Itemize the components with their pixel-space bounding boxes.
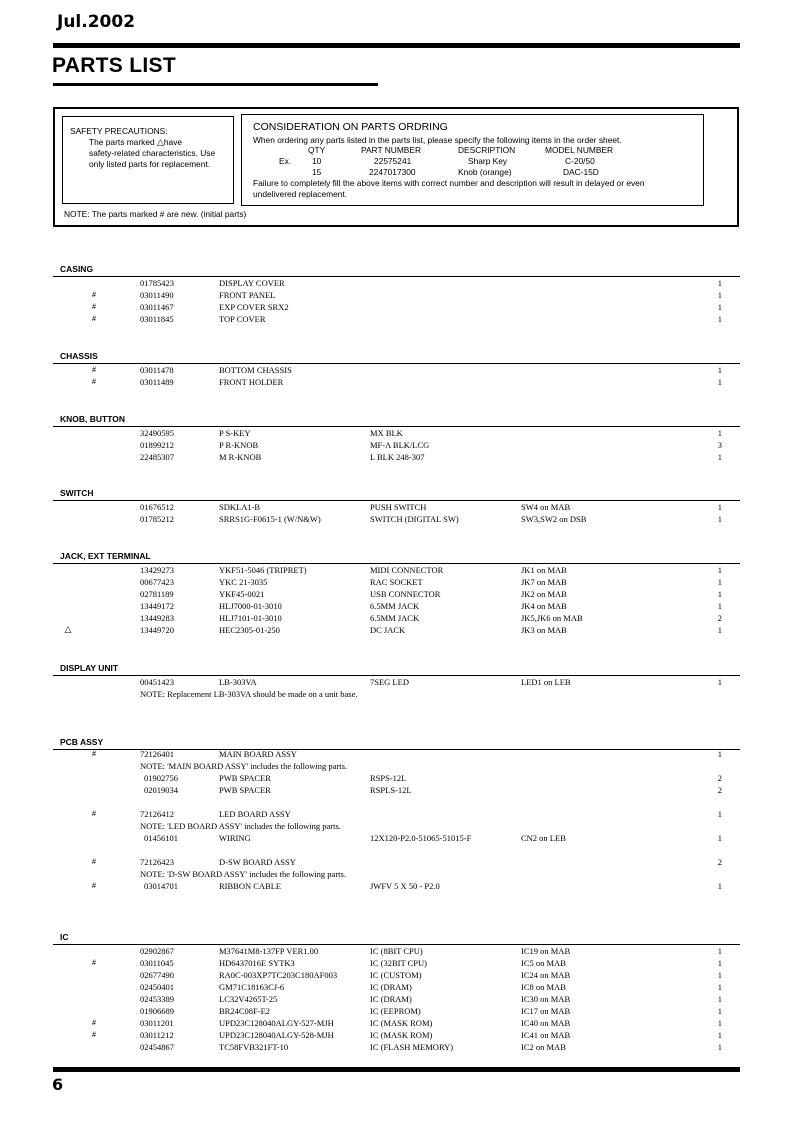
part-qty: 1: [717, 1006, 722, 1016]
part-number: 00677423: [140, 577, 174, 587]
section-rule: [53, 363, 740, 364]
part-qty: 1: [717, 589, 722, 599]
part-qty: 1: [717, 577, 722, 587]
part-qty: 1: [717, 428, 722, 438]
part-location: IC30 on MAB: [521, 994, 571, 1004]
example-qty: 15: [312, 167, 322, 177]
part-qty: 1: [717, 377, 722, 387]
part-name: P S-KEY: [219, 428, 251, 438]
part-name: HLJ7000-01-3010: [219, 601, 282, 611]
part-qty: 1: [717, 365, 722, 375]
part-description: IC (EEPROM): [370, 1006, 421, 1016]
warning-line-1: Failure to completely fill the above items with correct number and description will result in delayed or even: [253, 178, 645, 188]
part-number: 02019034: [144, 785, 178, 795]
section-note: NOTE: 'LED BOARD ASSY' includes the following parts.: [140, 821, 341, 831]
part-name: PWB SPACER: [219, 785, 271, 795]
document-date: Jul.2002: [57, 12, 136, 32]
new-part-mark: #: [91, 880, 97, 890]
section-title: KNOB, BUTTON: [60, 414, 126, 424]
part-name: TC58FVB321FT-10: [219, 1042, 289, 1052]
section-title: IC: [60, 932, 69, 942]
header-rule: [53, 43, 740, 48]
part-qty: 1: [717, 452, 722, 462]
col-part-number: PART NUMBER: [361, 145, 422, 155]
part-number: 13449283: [140, 613, 174, 623]
new-part-mark: #: [91, 957, 97, 967]
new-part-mark: #: [91, 1017, 97, 1027]
part-name: SRRS1G-F0615-1 (W/N&W): [219, 514, 321, 524]
part-number: 03014701: [144, 881, 178, 891]
part-qty: 2: [717, 857, 722, 867]
part-description: JWFV 5 X 50 - P2.0: [370, 881, 440, 891]
safety-heading: SAFETY PRECAUTIONS:: [70, 126, 168, 136]
safety-line-3: only listed parts for replacement.: [89, 159, 211, 169]
part-number: 03011489: [140, 377, 174, 387]
part-number: 03011490: [140, 290, 174, 300]
example-label: Ex.: [279, 156, 292, 166]
part-description: IC (32BIT CPU): [370, 958, 427, 968]
part-name: UPD23C128040ALGY-527-MJH: [219, 1018, 334, 1028]
part-location: IC17 on MAB: [521, 1006, 571, 1016]
part-qty: 1: [717, 502, 722, 512]
part-location: JK5,JK6 on MAB: [521, 613, 583, 623]
part-number: 02781189: [140, 589, 174, 599]
part-name: TOP COVER: [219, 314, 266, 324]
example-model: DAC-15D: [563, 167, 599, 177]
part-location: SW3,SW2 on DSB: [521, 514, 587, 524]
part-location: CN2 on LEB: [521, 833, 566, 843]
part-name: EXP COVER SRX2: [219, 302, 289, 312]
warning-triangle-icon: △: [156, 138, 164, 148]
part-number: 72126423: [140, 857, 174, 867]
section-rule: [53, 426, 740, 427]
safety-line-2: safety-related characteristics. Use: [89, 148, 216, 158]
safety-line-1: [89, 137, 182, 148]
part-name: M37641M8-137FP VER1.00: [219, 946, 319, 956]
part-name: FRONT PANEL: [219, 290, 276, 300]
part-qty: 1: [717, 994, 722, 1004]
new-part-mark: #: [91, 1029, 97, 1039]
part-name: YKF45-0021: [219, 589, 265, 599]
title-underline: [53, 83, 378, 86]
part-description: USB CONNECTOR: [370, 589, 441, 599]
part-location: IC24 on MAB: [521, 970, 571, 980]
part-number: 00451423: [140, 677, 174, 687]
part-number: 01785212: [140, 514, 174, 524]
part-description: 6.5MM JACK: [370, 601, 420, 611]
part-description: RSPLS-12L: [370, 785, 412, 795]
new-part-mark: #: [91, 856, 97, 866]
part-description: 7SEG LED: [370, 677, 409, 687]
part-number: 02677490: [140, 970, 174, 980]
part-qty: 1: [717, 982, 722, 992]
part-name: LB-303VA: [219, 677, 257, 687]
part-description: DC JACK: [370, 625, 406, 635]
part-description: L BLK 248-307: [370, 452, 425, 462]
part-qty: 1: [717, 749, 722, 759]
part-name: FRONT HOLDER: [219, 377, 284, 387]
new-part-mark: #: [91, 808, 97, 818]
part-location: JK4 on MAB: [521, 601, 567, 611]
part-location: IC41 on MAB: [521, 1030, 571, 1040]
part-description: IC (CUSTOM): [370, 970, 422, 980]
part-description: IC (8BIT CPU): [370, 946, 423, 956]
part-qty: 1: [717, 946, 722, 956]
part-description: MF-A BLK/LCG: [370, 440, 430, 450]
part-qty: 1: [717, 302, 722, 312]
consideration-intro: When ordering any parts listed in the parts list, please specify the following items in the order sheet.: [253, 135, 622, 145]
safety-text: The parts marked: [89, 137, 155, 147]
part-location: IC2 on MAB: [521, 1042, 566, 1052]
col-qty: QTY: [308, 145, 326, 155]
part-description: MX BLK: [370, 428, 403, 438]
part-location: JK7 on MAB: [521, 577, 567, 587]
safety-text: have: [163, 137, 183, 147]
section-title: CASING: [60, 264, 94, 274]
part-number: 13449172: [140, 601, 174, 611]
section-note: NOTE: 'D-SW BOARD ASSY' includes the following parts.: [140, 869, 346, 879]
part-name: PWB SPACER: [219, 773, 271, 783]
part-qty: 1: [717, 290, 722, 300]
section-title: SWITCH: [60, 488, 94, 498]
part-number: 01902756: [144, 773, 178, 783]
part-number: 01785423: [140, 278, 174, 288]
part-description: IC (MASK ROM): [370, 1030, 433, 1040]
new-part-mark: #: [91, 748, 97, 758]
part-number: 03011467: [140, 302, 174, 312]
safety-precautions-box: [62, 116, 234, 204]
part-number: 01899212: [140, 440, 174, 450]
part-number: 32490595: [140, 428, 174, 438]
part-name: HD6437016E SYTK3: [219, 958, 295, 968]
part-number: 01906689: [140, 1006, 174, 1016]
part-name: SDKLA1-B: [219, 502, 261, 512]
part-qty: 2: [717, 773, 722, 783]
part-name: D-SW BOARD ASSY: [219, 857, 296, 867]
example-part: 22575241: [374, 156, 412, 166]
part-number: 03011201: [140, 1018, 174, 1028]
part-name: RA0C-003XP7TC203C180AF003: [219, 970, 338, 980]
part-number: 01676512: [140, 502, 174, 512]
part-name: DISPLAY COVER: [219, 278, 285, 288]
part-description: IC (MASK ROM): [370, 1018, 433, 1028]
consideration-heading: CONSIDERATION ON PARTS ORDRING: [253, 121, 448, 133]
section-rule: [53, 563, 740, 564]
part-number: 13449720: [140, 625, 174, 635]
warning-triangle-icon: △: [64, 625, 72, 635]
section-title: DISPLAY UNIT: [60, 663, 119, 673]
new-part-mark: #: [91, 376, 97, 386]
part-qty: 1: [717, 625, 722, 635]
part-number: 72126401: [140, 749, 174, 759]
part-location: IC8 on MAB: [521, 982, 566, 992]
part-description: IC (DRAM): [370, 982, 412, 992]
warning-line-2: undelivered replacement.: [253, 189, 348, 199]
part-number: 02453389: [140, 994, 174, 1004]
part-name: M R-KNOB: [219, 452, 262, 462]
part-name: LED BOARD ASSY: [219, 809, 291, 819]
part-number: 02450401: [140, 982, 174, 992]
part-qty: 1: [717, 677, 722, 687]
example-part: 2247017300: [369, 167, 416, 177]
part-location: LED1 on LEB: [521, 677, 571, 687]
part-qty: 1: [717, 314, 722, 324]
part-name: P R-KNOB: [219, 440, 259, 450]
example-desc: Sharp Key: [468, 156, 508, 166]
col-model-number: MODEL NUMBER: [545, 145, 614, 155]
part-name: YKF51-5046 (TRIPRET): [219, 565, 307, 575]
part-number: 02454867: [140, 1042, 174, 1052]
section-title: PCB ASSY: [60, 737, 104, 747]
part-number: 72126412: [140, 809, 174, 819]
part-qty: 1: [717, 601, 722, 611]
section-rule: [53, 276, 740, 277]
col-description: DESCRIPTION: [458, 145, 516, 155]
part-description: RSPS-12L: [370, 773, 407, 783]
part-name: GM71C18163CJ-6: [219, 982, 285, 992]
part-name: BR24C08F-E2: [219, 1006, 271, 1016]
example-desc: Knob (orange): [458, 167, 512, 177]
section-title: CHASSIS: [60, 351, 98, 361]
section-note: NOTE: 'MAIN BOARD ASSY' includes the following parts.: [140, 761, 348, 771]
part-number: 22485307: [140, 452, 174, 462]
part-description: 6.5MM JACK: [370, 613, 420, 623]
part-qty: 1: [717, 278, 722, 288]
part-qty: 1: [717, 970, 722, 980]
page-title: PARTS LIST: [52, 54, 176, 77]
note-new-parts: NOTE: The parts marked # are new. (initial parts): [64, 209, 247, 219]
part-description: IC (FLASH MEMORY): [370, 1042, 454, 1052]
part-number: 02902867: [140, 946, 174, 956]
part-qty: 1: [717, 565, 722, 575]
part-description: 12X120-P2.0-51065-51015-F: [370, 833, 472, 843]
part-qty: 2: [717, 785, 722, 795]
footer-rule: [53, 1067, 740, 1072]
part-number: 03011478: [140, 365, 174, 375]
part-name: WIRING: [219, 833, 251, 843]
part-qty: 1: [717, 833, 722, 843]
part-qty: 1: [717, 881, 722, 891]
part-number: 13429273: [140, 565, 174, 575]
section-title: JACK, EXT TERMINAL: [60, 551, 151, 561]
part-number: 03011045: [140, 958, 174, 968]
part-qty: 1: [717, 1042, 722, 1052]
part-name: YKC 21-3035: [219, 577, 268, 587]
part-number: 03011845: [140, 314, 174, 324]
part-name: HEC2305-01-250: [219, 625, 280, 635]
part-location: IC5 on MAB: [521, 958, 566, 968]
part-name: RIBBON CABLE: [219, 881, 282, 891]
part-description: MIDI CONNECTOR: [370, 565, 444, 575]
new-part-mark: #: [91, 313, 97, 323]
part-qty: 1: [717, 958, 722, 968]
part-location: IC40 on MAB: [521, 1018, 571, 1028]
new-part-mark: #: [91, 364, 97, 374]
part-description: PUSH SWITCH: [370, 502, 427, 512]
part-qty: 1: [717, 514, 722, 524]
part-name: HLJ7101-01-3010: [219, 613, 282, 623]
part-number: 01456101: [144, 833, 178, 843]
part-location: IC19 on MAB: [521, 946, 571, 956]
consideration-box: [241, 114, 704, 206]
section-note: NOTE: Replacement LB-303VA should be made on a unit base.: [140, 689, 358, 699]
example-qty: 10: [312, 156, 322, 166]
section-rule: [53, 944, 740, 945]
part-location: JK3 on MAB: [521, 625, 567, 635]
part-qty: 1: [717, 1018, 722, 1028]
page-number: 6: [52, 1075, 64, 1094]
new-part-mark: #: [91, 301, 97, 311]
part-location: SW4 on MAB: [521, 502, 571, 512]
part-name: LC32V4265T-25: [219, 994, 278, 1004]
part-name: BOTTOM CHASSIS: [219, 365, 292, 375]
part-description: RAC SOCKET: [370, 577, 423, 587]
part-name: UPD23C128040ALGY-528-MJH: [219, 1030, 334, 1040]
part-location: JK2 on MAB: [521, 589, 567, 599]
part-qty: 1: [717, 809, 722, 819]
example-model: C-20/50: [565, 156, 595, 166]
part-qty: 2: [717, 613, 722, 623]
section-rule: [53, 500, 740, 501]
part-description: IC (DRAM): [370, 994, 412, 1004]
part-description: SWITCH (DIGITAL SW): [370, 514, 459, 524]
part-qty: 3: [717, 440, 722, 450]
section-rule: [53, 675, 740, 676]
new-part-mark: #: [91, 289, 97, 299]
part-location: JK1 on MAB: [521, 565, 567, 575]
part-qty: 1: [717, 1030, 722, 1040]
part-number: 03011212: [140, 1030, 174, 1040]
part-name: MAIN BOARD ASSY: [219, 749, 297, 759]
